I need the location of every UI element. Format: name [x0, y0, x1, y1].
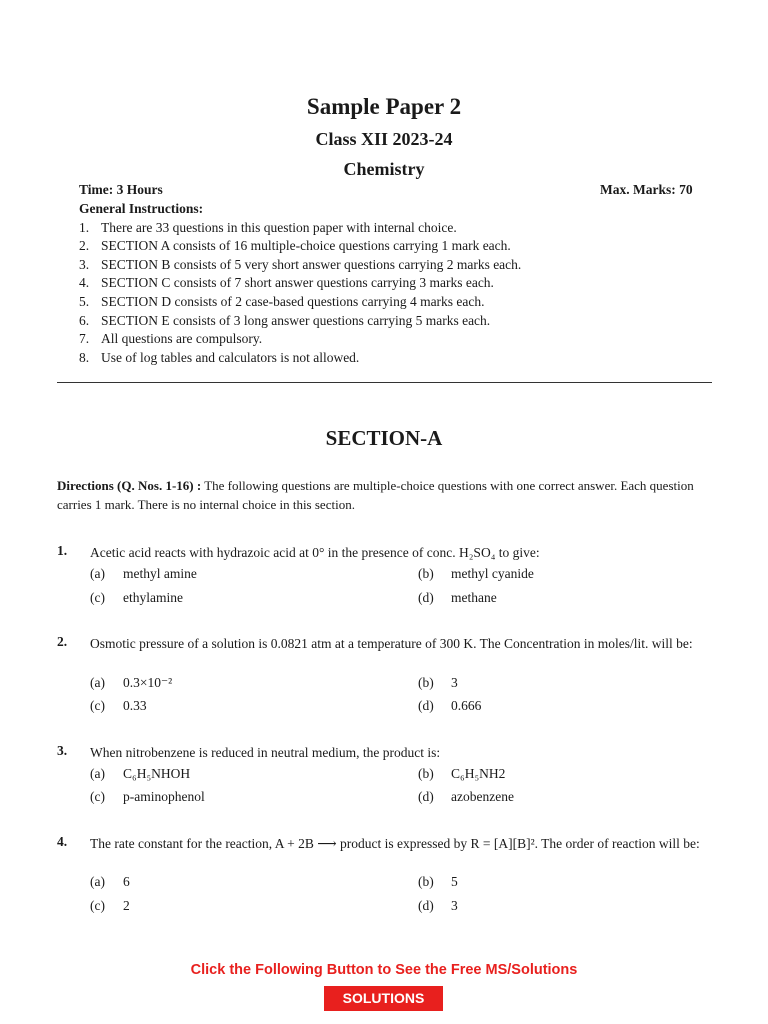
option-label: (a) [90, 566, 105, 581]
option-text: 2 [123, 898, 130, 913]
option-text: azobenzene [451, 789, 514, 804]
option-label: (c) [90, 698, 105, 713]
instruction-text: SECTION D consists of 2 case-based questions carrying 4 marks each. [101, 294, 485, 309]
option-text: methyl cyanide [451, 566, 534, 581]
option-label: (d) [418, 898, 434, 913]
instruction-item [79, 275, 494, 291]
option-d [418, 898, 458, 914]
divider [57, 382, 712, 383]
solutions-notice: Click the Following Button to See the Free MS/Solutions [190, 962, 578, 978]
option-text: 5 [451, 874, 458, 889]
option-text: methane [451, 590, 497, 605]
time-label: Time: 3 Hours [79, 182, 163, 197]
max-marks-label: Max. Marks: 70 [600, 182, 693, 197]
instruction-number: 5. [79, 294, 90, 309]
instruction-text: SECTION E consists of 3 long answer questions carrying 5 marks each. [101, 313, 491, 328]
option-d [418, 789, 514, 805]
section-directions [57, 476, 717, 514]
question-text: Osmotic pressure of a solution is 0.0821 atm at a temperature of 300 K. The Concentration in moles/lit. will be: [90, 636, 693, 651]
instruction-item [79, 257, 521, 273]
instruction-text: There are 33 questions in this question paper with internal choice. [101, 220, 457, 235]
instruction-text: SECTION A consists of 16 multiple-choice questions carrying 1 mark each. [101, 238, 511, 253]
option-d [418, 698, 481, 714]
instruction-number: 8. [79, 350, 90, 365]
option-label: (b) [418, 874, 434, 889]
instruction-item [79, 238, 511, 254]
option-c [90, 590, 183, 606]
class-line: Class XII 2023-24 [315, 129, 453, 149]
question-number: 2. [57, 634, 68, 649]
solutions-button[interactable]: SOLUTIONS [324, 986, 443, 1011]
directions-text: The following questions are multiple-choice questions with one correct answer. Each question carries 1 mark. There is no internal choice in this section. [57, 478, 694, 512]
instruction-number: 6. [79, 313, 90, 328]
option-text: 0.3×10⁻² [123, 675, 173, 690]
instruction-number: 2. [79, 238, 90, 253]
option-label: (a) [90, 874, 105, 889]
instruction-text: SECTION B consists of 5 very short answer questions carrying 2 marks each. [101, 257, 522, 272]
option-a [90, 874, 130, 890]
option-text: C₆H₅NHOH [123, 766, 191, 781]
instruction-item [79, 313, 490, 329]
option-a [90, 566, 197, 582]
instruction-text: SECTION C consists of 7 short answer questions carrying 3 marks each. [101, 275, 494, 290]
instruction-number: 7. [79, 331, 90, 346]
option-b [418, 874, 458, 890]
option-label: (c) [90, 590, 105, 605]
option-b [418, 566, 534, 582]
option-a [90, 766, 190, 782]
option-label: (b) [418, 566, 434, 581]
instruction-number: 3. [79, 257, 90, 272]
option-c [90, 789, 205, 805]
section-title: SECTION-A [325, 426, 443, 450]
option-label: (a) [90, 675, 105, 690]
option-label: (d) [418, 789, 434, 804]
option-label: (a) [90, 766, 105, 781]
option-text: methyl amine [123, 566, 197, 581]
option-a [90, 675, 172, 691]
instruction-item [79, 220, 457, 236]
question-number: 3. [57, 743, 68, 758]
paper-title: Sample Paper 2 [306, 94, 462, 119]
option-label: (b) [418, 675, 434, 690]
option-text: ethylamine [123, 590, 183, 605]
subject-title: Chemistry [343, 159, 425, 179]
option-text: 0.666 [451, 698, 482, 713]
option-text: 3 [451, 898, 458, 913]
option-label: (d) [418, 590, 434, 605]
option-text: p-aminophenol [123, 789, 205, 804]
option-text: 6 [123, 874, 130, 889]
option-label: (c) [90, 789, 105, 804]
option-text: C₆H₅NH2 [451, 766, 506, 781]
instruction-text: All questions are compulsory. [101, 331, 263, 346]
question-number: 4. [57, 834, 68, 849]
instruction-number: 4. [79, 275, 90, 290]
instruction-item [79, 331, 262, 347]
option-b [418, 766, 505, 782]
question-number: 1. [57, 543, 68, 558]
option-label: (d) [418, 698, 434, 713]
question-text: The rate constant for the reaction, A + 2B ⟶ product is expressed by R = [A][B]². The order of reaction will be: [90, 836, 700, 851]
instructions-heading: General Instructions: [79, 201, 204, 216]
option-label: (b) [418, 766, 434, 781]
option-label: (c) [90, 898, 105, 913]
option-c [90, 898, 130, 914]
instruction-item [79, 350, 359, 366]
option-text: 0.33 [123, 698, 147, 713]
option-text: 3 [451, 675, 458, 690]
instruction-text: Use of log tables and calculators is not allowed. [101, 350, 360, 365]
instruction-item [79, 294, 485, 310]
instruction-number: 1. [79, 220, 90, 235]
question-text: When nitrobenzene is reduced in neutral medium, the product is: [90, 745, 441, 760]
option-b [418, 675, 458, 691]
option-d [418, 590, 497, 606]
directions-label: Directions (Q. Nos. 1-16) : [57, 478, 202, 493]
question-text: Acetic acid reacts with hydrazoic acid at 0° in the presence of conc. H₂SO₄ to give: [90, 545, 540, 560]
option-c [90, 698, 147, 714]
